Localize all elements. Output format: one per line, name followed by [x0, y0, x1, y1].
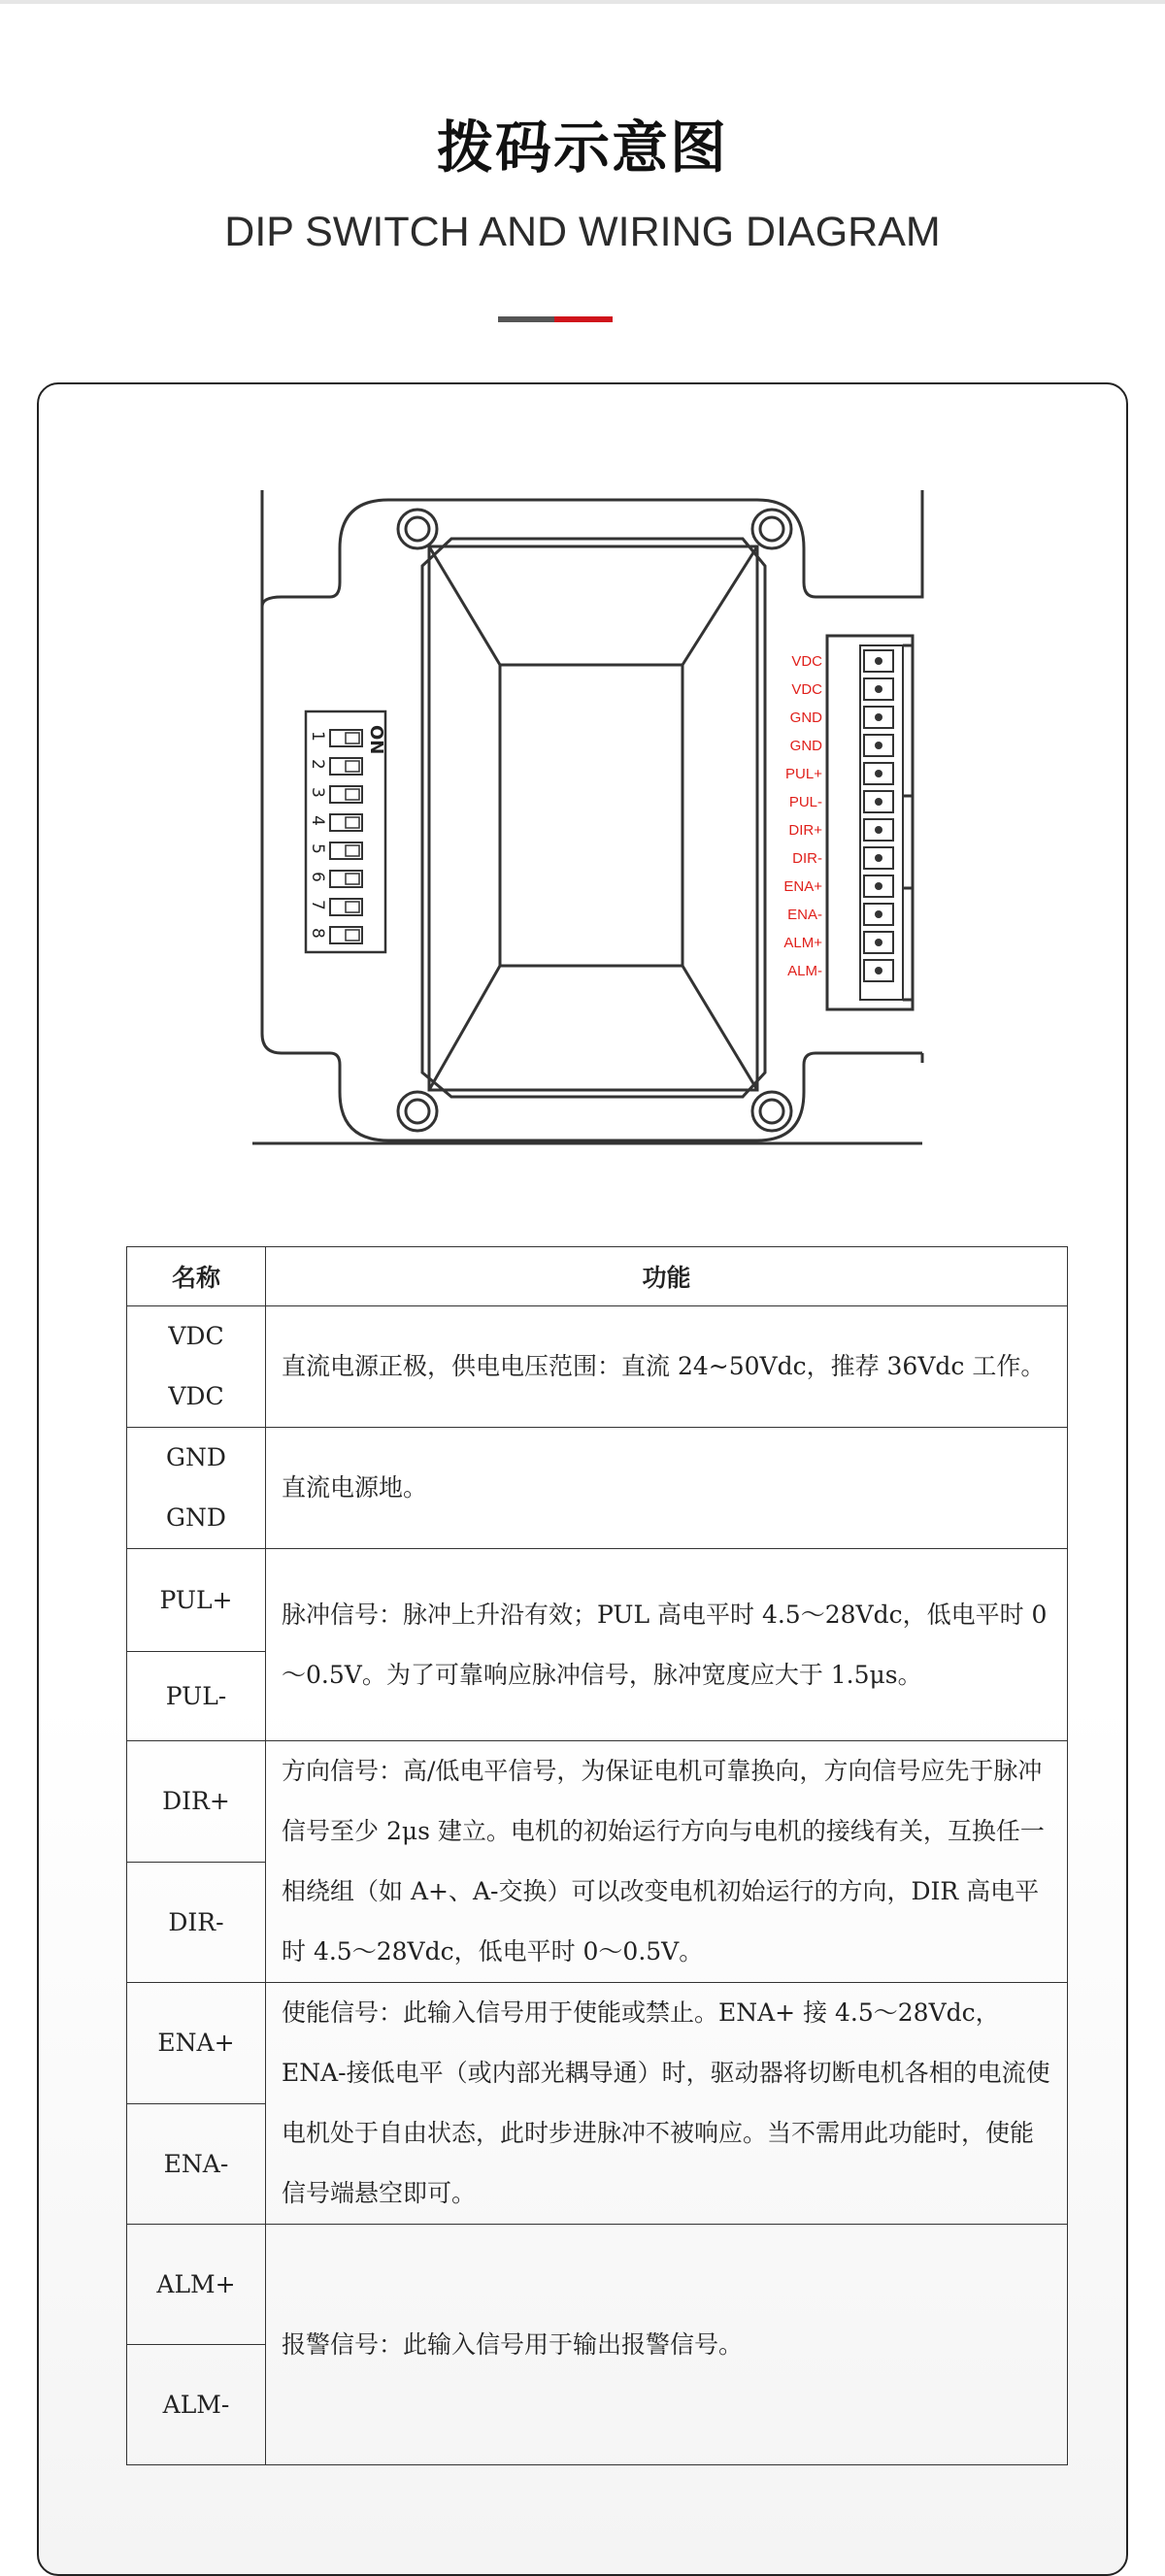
page-subtitle: DIP SWITCH AND WIRING DIAGRAM — [224, 209, 941, 255]
dip-switch-slider — [346, 761, 359, 772]
pin-function: 方向信号：高/低电平信号，为保证电机可靠换向，方向信号应先于脉冲信号至少 2μs 建立。电机的初始运行方向与电机的接线有关，互换任一相绕组（如 A+、A-交换）可以改变电机初始运行的方向，DIR 高电平时 4.5～28Vdc，低电平时 0～0.5V。 — [266, 1741, 1068, 1983]
dip-number: 4 — [308, 815, 327, 826]
terminal-pin-hole — [875, 742, 882, 749]
terminal-pin-hole — [875, 657, 882, 665]
pin-function: 脉冲信号：脉冲上升沿有效；PUL 高电平时 4.5～28Vdc，低电平时 0～0.5V。为了可靠响应脉冲信号，脉冲宽度应大于 1.5μs。 — [266, 1549, 1068, 1741]
pin-label: ALM- — [787, 963, 822, 979]
pin-name: PUL+ — [127, 1549, 266, 1652]
pin-name: ENA+ — [127, 1983, 266, 2104]
pin-name: ENA- — [127, 2103, 266, 2225]
terminal-pin-hole — [875, 882, 882, 890]
terminal-pin-hole — [875, 770, 882, 777]
dip-switch-slider — [346, 817, 359, 828]
pin-label: ENA+ — [783, 878, 822, 895]
terminal-pin-hole — [875, 826, 882, 834]
pin-name: ALM+ — [127, 2225, 266, 2345]
top-border — [0, 0, 1165, 4]
dip-number: 7 — [308, 900, 327, 910]
dip-number: 5 — [308, 843, 327, 854]
terminal-pin-hole — [875, 967, 882, 974]
pin-label: VDC — [791, 653, 822, 670]
page-title: 拨码示意图 — [436, 115, 728, 181]
dip-switch-slider — [346, 845, 359, 856]
header-name: 名称 — [127, 1247, 266, 1306]
table-row — [127, 1306, 1068, 1428]
pin-label: PUL+ — [785, 766, 822, 782]
dip-number: 1 — [308, 731, 327, 742]
terminal-pin-hole — [875, 854, 882, 862]
pin-name: VDC — [168, 1382, 224, 1410]
pin-function: 直流电源地。 — [266, 1428, 1068, 1549]
dip-switch-slider — [346, 789, 359, 800]
pin-label: ALM+ — [783, 935, 822, 951]
pin-name: GND — [166, 1503, 226, 1532]
pin-name: VDC — [168, 1322, 224, 1350]
table-row — [127, 1983, 1068, 2104]
pin-name: GND — [166, 1443, 226, 1471]
title-divider — [498, 316, 613, 322]
pin-function: 报警信号：此输入信号用于输出报警信号。 — [266, 2225, 1068, 2465]
pin-function: 直流电源正极，供电电压范围：直流 24~50Vdc，推荐 36Vdc 工作。 — [266, 1306, 1068, 1428]
driver-board-diagram — [252, 490, 932, 1150]
dip-number: 2 — [308, 759, 327, 770]
pin-name: DIR- — [127, 1862, 266, 1983]
pin-function-table — [126, 1246, 1068, 2465]
dip-switch-slider — [346, 902, 359, 912]
terminal-pin-hole — [875, 798, 882, 806]
table-row — [127, 1549, 1068, 1652]
dip-number: 3 — [308, 787, 327, 798]
dip-number: 8 — [308, 928, 327, 939]
dip-number: 6 — [308, 872, 327, 882]
pin-label: DIR- — [792, 850, 822, 867]
header-function: 功能 — [266, 1247, 1068, 1306]
pin-name: DIR+ — [127, 1741, 266, 1863]
dip-switch-slider — [346, 733, 359, 743]
pin-name: PUL- — [127, 1652, 266, 1741]
table-row — [127, 1741, 1068, 1863]
table-row — [127, 2225, 1068, 2345]
pin-label: GND — [789, 710, 822, 726]
terminal-pin-hole — [875, 685, 882, 693]
pin-function: 使能信号：此输入信号用于使能或禁止。ENA+ 接 4.5～28Vdc，ENA-接低电平（或内部光耦导通）时，驱动器将切断电机各相的电流使电机处于自由状态，此时步进脉冲不被响应。当不需用此功能时，使能信号端悬空即可。 — [266, 1983, 1068, 2225]
pin-label: PUL- — [788, 794, 822, 810]
pin-label: VDC — [791, 681, 822, 698]
dip-switch-slider — [346, 874, 359, 884]
pin-label: DIR+ — [788, 822, 822, 839]
dip-switch-slider — [346, 930, 359, 941]
pin-name: ALM- — [127, 2345, 266, 2465]
dip-on-label: ON — [366, 725, 386, 755]
terminal-pin-hole — [875, 713, 882, 721]
pin-label: ENA- — [787, 907, 822, 923]
terminal-pin-hole — [875, 910, 882, 918]
terminal-pin-hole — [875, 939, 882, 946]
table-row — [127, 1428, 1068, 1549]
pin-label: GND — [789, 738, 822, 754]
